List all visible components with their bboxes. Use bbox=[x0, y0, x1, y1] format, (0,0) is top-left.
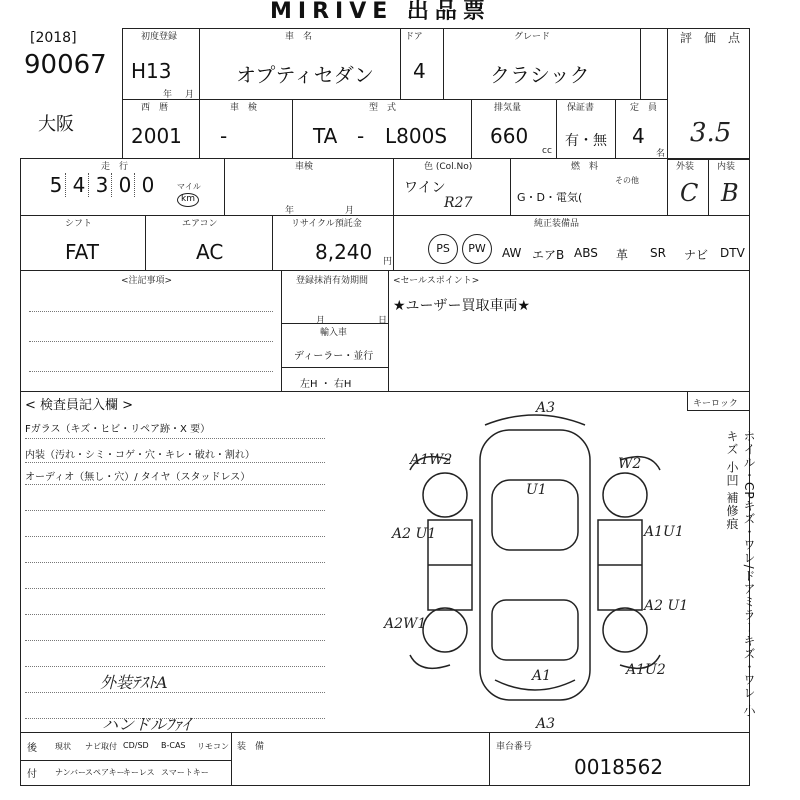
damage-mark-w2: W2 bbox=[618, 456, 642, 472]
equip-abs: ABS bbox=[574, 246, 598, 260]
exterior-grade: C bbox=[680, 179, 699, 207]
sales-point-cell: <セールスポイント> ★ユーザー買取車両★ bbox=[388, 270, 750, 392]
inspector-line-1: Fガラス（キズ・ヒビ・リペア跡・X 要） bbox=[25, 424, 211, 435]
damage-mark-a1w2: A1W2 bbox=[410, 452, 453, 468]
inspection-cell: 車 検 - bbox=[199, 99, 293, 159]
doors-value: 4 bbox=[413, 59, 426, 83]
capacity-cell: 定 員 4 名 bbox=[615, 99, 668, 159]
year-tag: [2018] bbox=[30, 30, 77, 46]
notes-cell: <注記事項> bbox=[20, 270, 282, 392]
equip-ps: PS bbox=[428, 234, 458, 264]
damage-mark-a2u1-left: A2 U1 bbox=[392, 526, 437, 542]
color-code: R27 bbox=[444, 195, 473, 211]
equip-leather: 革 bbox=[616, 248, 629, 262]
damage-mark-a2w1: A2W1 bbox=[384, 616, 427, 632]
recycle-cell: リサイクル預託金 8,240 円 bbox=[272, 215, 394, 271]
equip-sr: SR bbox=[650, 246, 666, 260]
damage-mark-a3-top: A3 bbox=[536, 400, 556, 416]
damage-mark-a2u1-right: A2 U1 bbox=[644, 598, 689, 614]
color-cell: 色 (Col.No) ワイン R27 bbox=[393, 158, 511, 216]
interior-grade: B bbox=[721, 179, 739, 207]
equipment-cell: 純正装備品 PS PW AW エアB ABS 革 SR ナビ DTV bbox=[393, 215, 750, 271]
warranty-cell: 保証書 有・無 bbox=[556, 99, 616, 159]
first-reg-cell: 初度登録 H13 年 月 bbox=[122, 28, 200, 100]
chassis-cell: 車台番号 0018562 bbox=[489, 732, 750, 786]
model-year-value: 2001 bbox=[131, 124, 182, 148]
interior-cell: 内装 B bbox=[708, 158, 750, 216]
region-text: 大阪 bbox=[38, 114, 74, 135]
grade-cell: グレード クラシック bbox=[443, 28, 641, 100]
displacement-cell: 排気量 660 cc bbox=[471, 99, 557, 159]
inspector-heading: < 検査員記入欄 > bbox=[25, 398, 134, 413]
type-prefix: TA bbox=[313, 124, 338, 148]
aircon-cell: エアコン AC bbox=[145, 215, 273, 271]
shift-cell: シフト FAT bbox=[20, 215, 146, 271]
damage-mark-a1u2: A1U2 bbox=[626, 662, 666, 678]
inspector-area: < 検査員記入欄 > Fガラス（キズ・ヒビ・リペア跡・X 要） 内装（汚れ・シミ・コゲ・穴・キレ・破れ・割れ） オーディオ（無し・穴）/ タイヤ（スタッドレス） キーロック bbox=[20, 391, 750, 733]
handwritten-note-1: 外装ﾃｽﾄA bbox=[100, 673, 168, 692]
warranty-value: 有・無 bbox=[565, 133, 607, 149]
inspection-value: - bbox=[220, 124, 228, 148]
type-code: L800S bbox=[385, 124, 448, 148]
lot-box bbox=[20, 28, 120, 98]
mileage-digits: 5 4 3 0 0 bbox=[47, 173, 157, 197]
mileage-cell: 走 行 5 4 3 0 0 マイル km bbox=[20, 158, 225, 216]
form-title: MIRIVE 出品票 bbox=[270, 0, 491, 24]
equip-dtv: DTV bbox=[720, 246, 745, 260]
first-reg-value: H13 bbox=[131, 59, 172, 83]
aircon-value: AC bbox=[196, 240, 224, 264]
score-value: 3.5 bbox=[690, 118, 732, 148]
equip-pw: PW bbox=[462, 234, 492, 264]
blank-cell-1 bbox=[640, 28, 668, 100]
inspection-due-cell: 車検 年 月 bbox=[224, 158, 394, 216]
km-unit-circle: km bbox=[177, 193, 199, 207]
inspector-line-2: 内装（汚れ・シミ・コゲ・穴・キレ・破れ・割れ） bbox=[25, 450, 255, 461]
damage-mark-a1u1: A1U1 bbox=[644, 524, 684, 540]
chassis-number: 0018562 bbox=[574, 755, 664, 779]
capacity-value: 4 bbox=[632, 124, 645, 148]
grade-value: クラシック bbox=[490, 63, 590, 87]
recycle-value: 8,240 bbox=[315, 240, 373, 264]
color-value: ワイン bbox=[404, 180, 446, 196]
reg-expiry-cell: 登録抹消有効期間 月 日 輸入車 ディーラー・並行 左H ・ 右H bbox=[281, 270, 389, 392]
car-name-value: オプティセダン bbox=[236, 63, 374, 87]
car-name-cell: 車 名 オプティセダン bbox=[199, 28, 401, 100]
fuel-value: G・D・電気( bbox=[517, 191, 583, 204]
damage-mark-u1: U1 bbox=[526, 482, 547, 498]
equip-airbag: エアB bbox=[532, 248, 565, 262]
model-year-cell: 西 暦 2001 bbox=[122, 99, 200, 159]
bottom-equip-cell: 後 付 現状 ナビ取付 CD/SD B-CAS リモコン ナンバー スペアキー キーレス スマートキー 装 備 bbox=[20, 732, 490, 786]
model-type-cell: 型 式 TA - L800S bbox=[292, 99, 472, 159]
shift-value: FAT bbox=[65, 240, 100, 264]
sales-point-text: ★ユーザー買取車両★ bbox=[393, 298, 531, 314]
equip-navi: ナビ bbox=[684, 248, 709, 262]
fuel-cell: 燃 料 G・D・電気( その他 bbox=[510, 158, 668, 216]
handwritten-note-2: ハンドルﾌｧｲ bbox=[102, 715, 191, 734]
doors-cell: ドア 4 bbox=[400, 28, 444, 100]
damage-mark-a1: A1 bbox=[532, 668, 552, 684]
inspector-line-3: オーディオ（無し・穴）/ タイヤ（スタッドレス） bbox=[25, 472, 251, 483]
exterior-cell: 外装 C bbox=[667, 158, 709, 216]
lot-number: 90067 bbox=[24, 50, 107, 80]
equip-aw: AW bbox=[502, 246, 522, 260]
right-legend: ホイル・CPキズ・ワレ/ドアミラーキズ・ワレ 小キズ 小凹 補修痕 bbox=[725, 430, 756, 718]
displacement-value: 660 bbox=[490, 124, 529, 148]
score-cell: 評 価 点 bbox=[667, 28, 750, 160]
damage-mark-a3-bottom: A3 bbox=[536, 716, 556, 732]
